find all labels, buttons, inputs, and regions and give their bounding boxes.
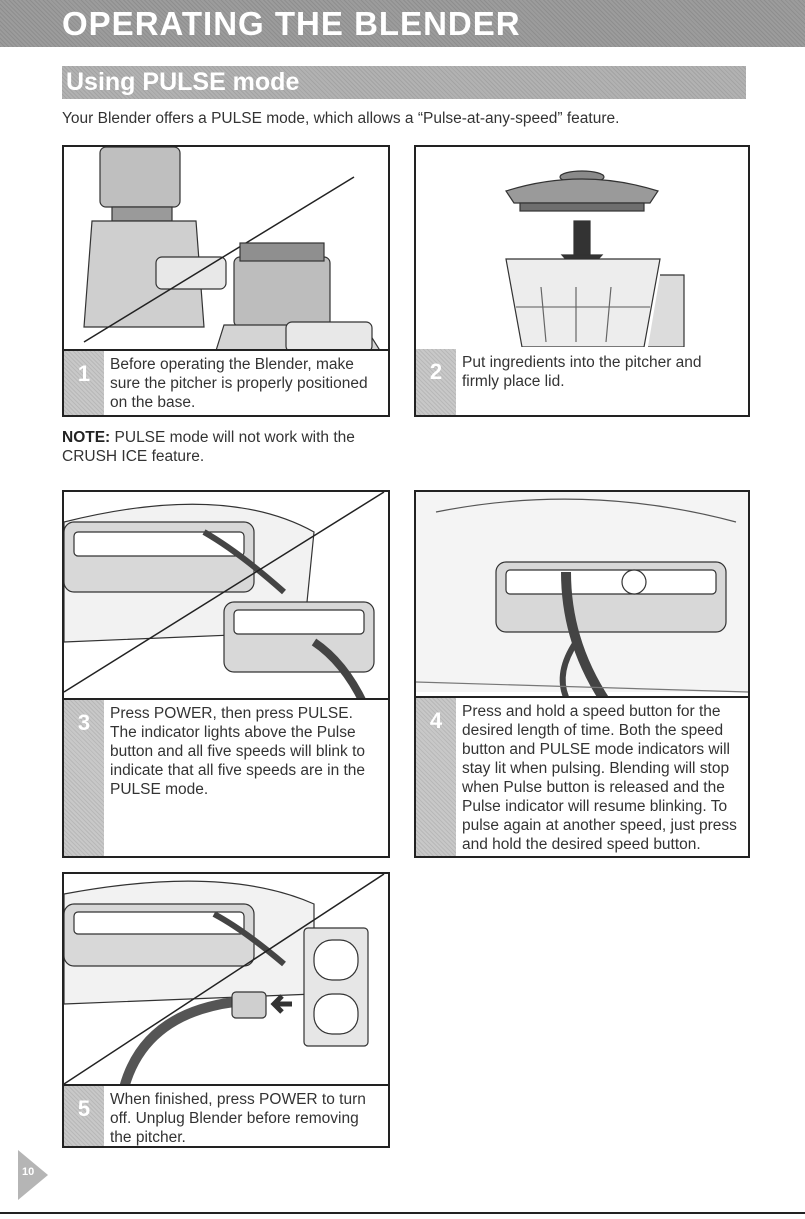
step-2-text: Put ingredients into the pitcher and firmly place lid. [462, 354, 702, 390]
step-1-number-badge: 1 [64, 351, 104, 415]
step-2-caption [416, 349, 748, 415]
press-hold-speed-illustration [416, 492, 748, 702]
blender-on-base-illustration [64, 147, 388, 357]
section-banner [62, 66, 746, 99]
note-text: PULSE mode will not work with the CRUSH ICE feature. [62, 429, 355, 465]
header-banner [0, 0, 805, 47]
step-1-caption [64, 349, 388, 415]
page-number: 10 [22, 1166, 35, 1178]
page-title: OPERATING THE BLENDER [62, 5, 521, 42]
step-3-panel [62, 490, 390, 858]
step-4-panel [414, 490, 750, 858]
press-power-pulse-illustration [64, 492, 388, 704]
step-3-number-badge: 3 [64, 700, 104, 856]
note-label: NOTE: [62, 429, 111, 446]
step-3-text: Press POWER, then press PULSE. The indicator lights above the Pulse button and all five speeds will blink to indicate that all five speeds are in the PULSE mode. [110, 705, 366, 798]
step-2-panel [414, 145, 750, 417]
step-4-caption [416, 696, 748, 856]
step-3-caption [64, 698, 388, 856]
step-1-panel [62, 145, 390, 417]
step-4-text: Press and hold a speed button for the desired length of time. Both the speed button and PULSE mode indicators will stay lit when pulsing. Blending will stop when Pulse button is released and the Pulse indicator will resume blinking. To pulse again at another speed, just press and hold the desired speed button. [462, 703, 737, 853]
step-4-number-badge: 4 [416, 698, 456, 856]
step-5-caption [64, 1084, 388, 1146]
step-5-number-badge: 5 [64, 1086, 104, 1146]
section-title: Using PULSE mode [66, 68, 300, 96]
unplug-blender-illustration [64, 874, 388, 1088]
step-1-text: Before operating the Blender, make sure the pitcher is properly positioned on the base. [110, 356, 368, 411]
step-5-text: When finished, press POWER to turn off. Unplug Blender before removing the pitcher. [110, 1091, 366, 1146]
step-2-number-badge: 2 [416, 349, 456, 415]
pitcher-and-lid-illustration [416, 147, 748, 347]
footer-rule [0, 1212, 805, 1214]
note [62, 428, 382, 466]
step-5-panel [62, 872, 390, 1148]
intro-text: Your Blender offers a PULSE mode, which allows a “Pulse-at-any-speed” feature. [62, 110, 620, 127]
